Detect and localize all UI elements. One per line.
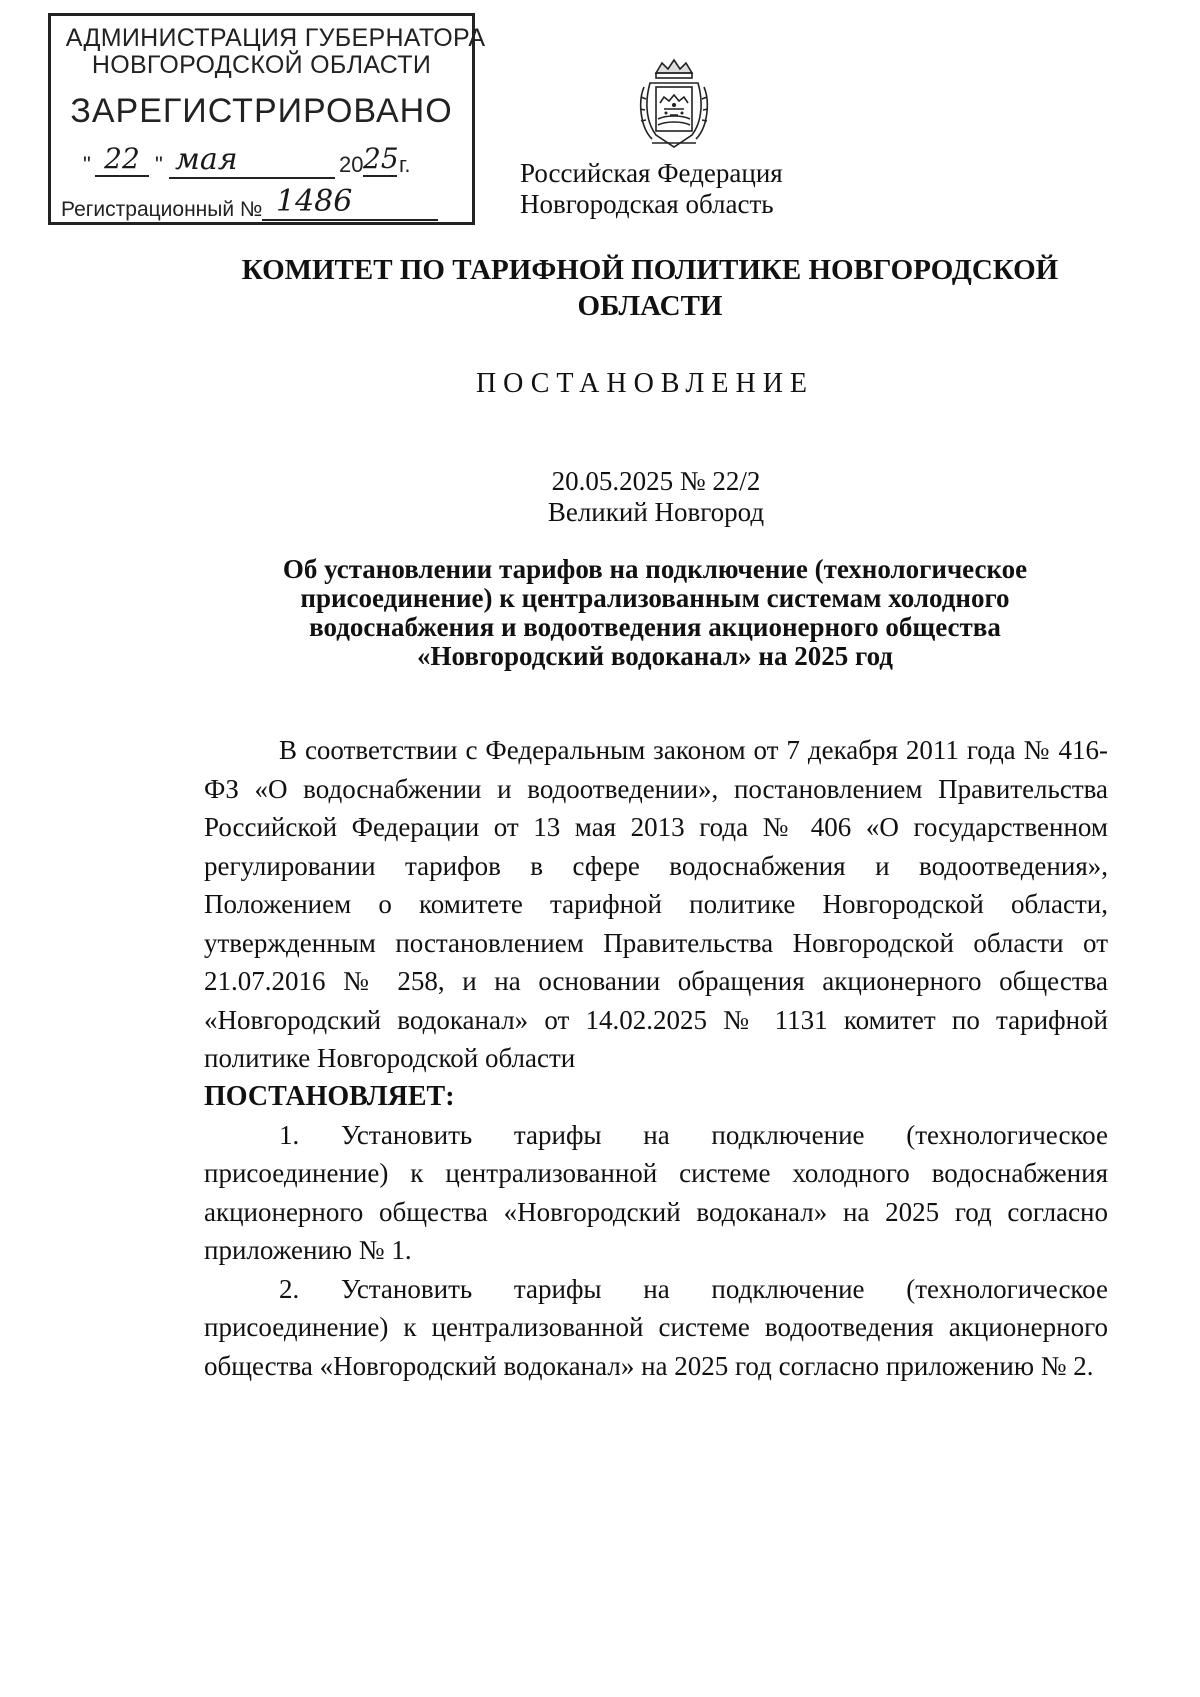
subject-line2: присоединение) к централизованным системам холодного: [300, 583, 1010, 613]
stamp-month: мая: [169, 142, 335, 179]
registration-stamp: [48, 13, 486, 225]
committee-title: [200, 252, 1100, 324]
stamp-year-suffix: 25: [363, 142, 399, 175]
stamp-date: [83, 142, 463, 182]
stamp-registered-label: ЗАРЕГИСТРИРОВАНО: [70, 92, 453, 130]
novgorod-coat-of-arms-icon: [636, 57, 712, 151]
stamp-quote-open: ": [83, 152, 91, 177]
document-body: [204, 731, 1108, 1385]
header-region: Новгородская область: [520, 189, 774, 219]
document-subject: [200, 555, 1110, 671]
stamp-org-line2: НОВГОРОДСКОЙ ОБЛАСТИ: [91, 51, 432, 79]
resolution-item-2: 2. Установить тарифы на подключение (технологическое присоединение) к централизованной системе водоотведения акционерного общества «Новгородский водоканал» на 2025 год согласно приложению № 2.: [204, 1273, 1108, 1381]
document-place: Великий Новгород: [547, 497, 765, 527]
stamp-year-g: г.: [399, 152, 411, 177]
committee-title-line1: КОМИТЕТ ПО ТАРИФНОЙ ПОЛИТИКЕ НОВГОРОДСКОЙ: [241, 254, 1059, 286]
resolution-item-1: 1. Установить тарифы на подключение (технологическое присоединение) к централизованной системе холодного водоснабжения акционерного общества «Новгородский водоканал» на 2025 год согласно приложению № 1.: [204, 1119, 1108, 1265]
document-type: ПОСТАНОВЛЕНИЕ: [475, 368, 815, 399]
stamp-reg-label: Регистрационный №: [61, 198, 263, 221]
stamp-century: 20: [339, 152, 364, 177]
stamp-quote-close: ": [155, 152, 163, 177]
stamp-org-line1: АДМИНИСТРАЦИЯ ГУБЕРНАТОРА: [65, 24, 486, 52]
stamp-day: 22: [95, 142, 149, 177]
subject-line3: водоснабжения и водоотведения акционерного общества: [309, 612, 1001, 642]
decides-heading: ПОСТАНОВЛЯЕТ:: [204, 1080, 455, 1112]
subject-line4: «Новгородский водоканал» на 2025 год: [417, 641, 893, 671]
subject-line1: Об установлении тарифов на подключение (технологическое: [282, 554, 1028, 584]
document-date-number: 20.05.2025 № 22/2: [551, 466, 761, 496]
header-country: Российская Федерация: [520, 158, 783, 188]
preamble-paragraph: В соответствии с Федеральным законом от 7 декабря 2011 года № 416-ФЗ «О водоснабжении и водоотведении», постановлением Правительства Российской Федерации от 13 мая 2013 года № 406 «О государственном регулировании тарифов в сфере водоснабжения и водоотведения», Положением о комитете тарифной политике Новгородской области, утвержденным постановлением Правительства Новгородской области от 21.07.2016 № 258, и на основании обращения акционерного общества «Новгородский водоканал» от 14.02.2025 № 1131 комитет по тарифной политике Новгородской области: [204, 735, 1108, 1073]
committee-title-line2: ОБЛАСТИ: [577, 290, 723, 322]
stamp-reg-number: 1486: [262, 184, 438, 221]
